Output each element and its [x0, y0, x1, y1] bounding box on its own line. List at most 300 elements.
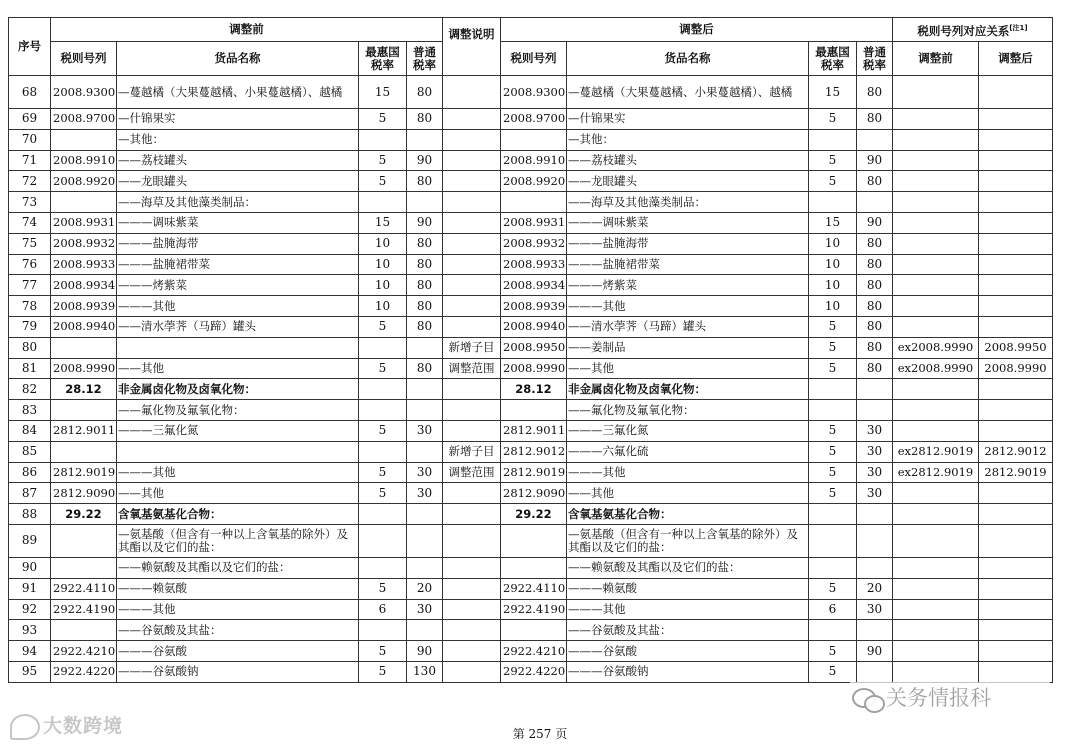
relation-before — [893, 524, 979, 557]
after-code: 2922.4210 — [501, 641, 567, 662]
after-code — [501, 400, 567, 421]
before-code: 2008.9940 — [51, 316, 117, 337]
after-code — [501, 524, 567, 557]
table-row — [9, 337, 1053, 358]
table-row — [9, 420, 1053, 441]
after-mfn-rate: 5 — [809, 462, 857, 483]
before-general-rate: 30 — [407, 420, 443, 441]
before-general-rate: 130 — [407, 661, 443, 682]
row-number: 85 — [9, 441, 51, 462]
relation-before: ex2812.9019 — [893, 441, 979, 462]
header-after-mfn: 最惠国税率 — [809, 42, 857, 76]
after-mfn-rate: 5 — [809, 483, 857, 504]
relation-after — [979, 296, 1053, 317]
table-row — [9, 316, 1053, 337]
before-mfn-rate — [359, 524, 407, 557]
header-rel-before: 调整前 — [893, 42, 979, 76]
before-name: ———烤紫菜 — [117, 275, 359, 296]
relation-after — [979, 620, 1053, 641]
after-mfn-rate — [809, 620, 857, 641]
before-name: ———三氟化氮 — [117, 420, 359, 441]
before-general-rate: 90 — [407, 150, 443, 171]
header-before-name: 货品名称 — [117, 42, 359, 76]
before-code — [51, 192, 117, 213]
after-general-rate: 90 — [857, 212, 893, 233]
adjustment-note — [443, 641, 501, 662]
relation-before — [893, 275, 979, 296]
after-mfn-rate — [809, 400, 857, 421]
before-mfn-rate: 5 — [359, 316, 407, 337]
relation-after: 2008.9990 — [979, 358, 1053, 379]
before-name: ——龙眼罐头 — [117, 171, 359, 192]
before-code: 2922.4220 — [51, 661, 117, 682]
after-code — [501, 557, 567, 578]
after-general-rate — [857, 400, 893, 421]
before-name: ——其他 — [117, 483, 359, 504]
table-row — [9, 620, 1053, 641]
before-general-rate — [407, 441, 443, 462]
before-code: 2008.9700 — [51, 109, 117, 130]
after-general-rate: 80 — [857, 337, 893, 358]
after-general-rate: 80 — [857, 358, 893, 379]
after-code: 2812.9090 — [501, 483, 567, 504]
adjustment-note — [443, 296, 501, 317]
before-name: ———盐腌海带 — [117, 233, 359, 254]
header-before-gen: 普通税率 — [407, 42, 443, 76]
after-name: —什锦果实 — [567, 109, 809, 130]
after-code: 2008.9990 — [501, 358, 567, 379]
wechat-icon — [850, 686, 886, 712]
after-general-rate — [857, 129, 893, 150]
watermark-left-text: 大数跨境 — [43, 715, 124, 737]
before-mfn-rate: 5 — [359, 109, 407, 130]
after-code: 2008.9939 — [501, 296, 567, 317]
before-general-rate: 80 — [407, 171, 443, 192]
header-after: 调整后 — [501, 18, 893, 42]
relation-before — [893, 171, 979, 192]
adjustment-note — [443, 661, 501, 682]
before-code: 2008.9300 — [51, 76, 117, 109]
relation-before — [893, 254, 979, 275]
relation-after — [979, 233, 1053, 254]
before-code: 2008.9931 — [51, 212, 117, 233]
row-number: 84 — [9, 420, 51, 441]
relation-after — [979, 254, 1053, 275]
before-general-rate — [407, 129, 443, 150]
table-row — [9, 379, 1053, 400]
before-mfn-rate: 10 — [359, 233, 407, 254]
table-row — [9, 358, 1053, 379]
adjustment-note — [443, 316, 501, 337]
relation-before — [893, 76, 979, 109]
relation-after — [979, 129, 1053, 150]
after-mfn-rate: 10 — [809, 275, 857, 296]
after-general-rate — [857, 192, 893, 213]
after-mfn-rate: 15 — [809, 212, 857, 233]
row-number: 73 — [9, 192, 51, 213]
before-mfn-rate: 5 — [359, 661, 407, 682]
after-code: 2008.9933 — [501, 254, 567, 275]
before-mfn-rate: 5 — [359, 483, 407, 504]
after-general-rate: 90 — [857, 641, 893, 662]
after-mfn-rate: 5 — [809, 171, 857, 192]
relation-before — [893, 400, 979, 421]
table-row — [9, 524, 1053, 557]
before-general-rate: 80 — [407, 76, 443, 109]
before-code — [51, 129, 117, 150]
relation-after — [979, 109, 1053, 130]
after-code: 2008.9940 — [501, 316, 567, 337]
relation-before — [893, 483, 979, 504]
relation-before — [893, 316, 979, 337]
after-name: ——清水荸荠（马蹄）罐头 — [567, 316, 809, 337]
after-mfn-rate — [809, 504, 857, 525]
before-general-rate: 90 — [407, 212, 443, 233]
after-name: ———其他 — [567, 296, 809, 317]
after-general-rate: 80 — [857, 233, 893, 254]
relation-before: ex2812.9019 — [893, 462, 979, 483]
adjustment-note — [443, 483, 501, 504]
before-general-rate: 80 — [407, 316, 443, 337]
before-code — [51, 337, 117, 358]
row-number: 68 — [9, 76, 51, 109]
before-mfn-rate — [359, 441, 407, 462]
table-row — [9, 661, 1053, 682]
row-number: 71 — [9, 150, 51, 171]
row-number: 76 — [9, 254, 51, 275]
watermark-right-text: 关务情报科 — [886, 686, 991, 710]
before-name: ———盐腌裙带菜 — [117, 254, 359, 275]
after-name: 含氧基氨基化合物： — [567, 504, 809, 525]
row-number: 94 — [9, 641, 51, 662]
adjustment-note — [443, 212, 501, 233]
after-mfn-rate: 10 — [809, 296, 857, 317]
after-mfn-rate — [809, 129, 857, 150]
before-code: 2008.9910 — [51, 150, 117, 171]
header-relation-footnote: [注1] — [1009, 23, 1028, 32]
before-mfn-rate: 6 — [359, 599, 407, 620]
adjustment-note: 调整范围 — [443, 462, 501, 483]
page-number: 第 257 页 — [512, 727, 568, 741]
relation-before — [893, 599, 979, 620]
header-note: 调整说明 — [443, 18, 501, 76]
after-name: ——其他 — [567, 358, 809, 379]
after-mfn-rate: 5 — [809, 358, 857, 379]
after-name: ———烤紫菜 — [567, 275, 809, 296]
adjustment-note — [443, 504, 501, 525]
adjustment-note — [443, 599, 501, 620]
before-general-rate — [407, 504, 443, 525]
header-seq: 序号 — [9, 18, 51, 76]
before-name: —蔓越橘（大果蔓越橘、小果蔓越橘）、越橘 — [117, 76, 359, 109]
after-general-rate — [857, 661, 893, 682]
before-general-rate: 80 — [407, 275, 443, 296]
before-code: 2812.9090 — [51, 483, 117, 504]
relation-after — [979, 171, 1053, 192]
before-general-rate: 80 — [407, 109, 443, 130]
row-number: 95 — [9, 661, 51, 682]
table-row — [9, 109, 1053, 130]
after-mfn-rate — [809, 379, 857, 400]
before-name: ———赖氨酸 — [117, 578, 359, 599]
table-row — [9, 150, 1053, 171]
before-name: ———调味紫菜 — [117, 212, 359, 233]
adjustment-note: 调整范围 — [443, 358, 501, 379]
after-general-rate: 20 — [857, 578, 893, 599]
adjustment-note — [443, 254, 501, 275]
after-name: ——谷氨酸及其盐： — [567, 620, 809, 641]
table-row — [9, 441, 1053, 462]
before-name: —什锦果实 — [117, 109, 359, 130]
after-general-rate — [857, 379, 893, 400]
before-mfn-rate: 5 — [359, 462, 407, 483]
before-general-rate — [407, 524, 443, 557]
adjustment-note — [443, 578, 501, 599]
header-after-name: 货品名称 — [567, 42, 809, 76]
after-name: ——荔枝罐头 — [567, 150, 809, 171]
after-name: ——姜制品 — [567, 337, 809, 358]
table-row — [9, 483, 1053, 504]
relation-after — [979, 76, 1053, 109]
relation-after — [979, 599, 1053, 620]
table-row — [9, 462, 1053, 483]
after-general-rate: 30 — [857, 441, 893, 462]
adjustment-note — [443, 192, 501, 213]
before-general-rate: 30 — [407, 483, 443, 504]
row-number: 82 — [9, 379, 51, 400]
after-name: ——龙眼罐头 — [567, 171, 809, 192]
after-code — [501, 620, 567, 641]
after-name: ——氟化物及氟氧化物： — [567, 400, 809, 421]
adjustment-note — [443, 109, 501, 130]
adjustment-note — [443, 129, 501, 150]
relation-before — [893, 129, 979, 150]
before-mfn-rate: 15 — [359, 76, 407, 109]
before-mfn-rate: 10 — [359, 275, 407, 296]
after-general-rate: 80 — [857, 316, 893, 337]
after-code — [501, 192, 567, 213]
before-name — [117, 337, 359, 358]
after-code: 28.12 — [501, 379, 567, 400]
row-number: 91 — [9, 578, 51, 599]
row-number: 90 — [9, 557, 51, 578]
before-mfn-rate — [359, 557, 407, 578]
before-general-rate — [407, 400, 443, 421]
after-general-rate — [857, 557, 893, 578]
before-name: ——赖氨酸及其酯以及它们的盐： — [117, 557, 359, 578]
header-before-mfn: 最惠国税率 — [359, 42, 407, 76]
relation-before — [893, 296, 979, 317]
before-name: ——清水荸荠（马蹄）罐头 — [117, 316, 359, 337]
relation-before — [893, 641, 979, 662]
relation-before — [893, 504, 979, 525]
relation-after — [979, 420, 1053, 441]
adjustment-note — [443, 400, 501, 421]
before-code: 2812.9011 — [51, 420, 117, 441]
after-code: 2008.9934 — [501, 275, 567, 296]
before-name: ——海草及其他藻类制品： — [117, 192, 359, 213]
before-name: ——谷氨酸及其盐： — [117, 620, 359, 641]
after-general-rate: 80 — [857, 76, 893, 109]
adjustment-note — [443, 233, 501, 254]
after-code: 2008.9932 — [501, 233, 567, 254]
before-code: 2008.9920 — [51, 171, 117, 192]
after-code: 29.22 — [501, 504, 567, 525]
header-after-gen: 普通税率 — [857, 42, 893, 76]
after-mfn-rate: 5 — [809, 150, 857, 171]
after-name: ——海草及其他藻类制品： — [567, 192, 809, 213]
after-name: ———谷氨酸钠 — [567, 661, 809, 682]
before-general-rate: 30 — [407, 462, 443, 483]
table-row — [9, 641, 1053, 662]
before-code: 2812.9019 — [51, 462, 117, 483]
after-code: 2812.9011 — [501, 420, 567, 441]
adjustment-note — [443, 379, 501, 400]
after-name: —蔓越橘（大果蔓越橘、小果蔓越橘）、越橘 — [567, 76, 809, 109]
after-name: —其他： — [567, 129, 809, 150]
before-code: 28.12 — [51, 379, 117, 400]
watermark-right — [850, 682, 1050, 718]
table-row — [9, 400, 1053, 421]
after-general-rate: 80 — [857, 296, 893, 317]
table-row — [9, 296, 1053, 317]
relation-after — [979, 275, 1053, 296]
relation-after: 2008.9950 — [979, 337, 1053, 358]
table-row — [9, 599, 1053, 620]
row-number: 88 — [9, 504, 51, 525]
adjustment-note — [443, 171, 501, 192]
after-name: —氨基酸（但含有一种以上含氧基的除外）及其酯以及它们的盐： — [567, 524, 809, 557]
before-general-rate: 80 — [407, 254, 443, 275]
after-general-rate: 80 — [857, 275, 893, 296]
header-rel-after: 调整后 — [979, 42, 1053, 76]
adjustment-note — [443, 275, 501, 296]
header-before-code: 税则号列 — [51, 42, 117, 76]
after-name: ———六氟化硫 — [567, 441, 809, 462]
after-name: ———盐腌海带 — [567, 233, 809, 254]
table-row — [9, 275, 1053, 296]
before-code: 2922.4190 — [51, 599, 117, 620]
row-number: 79 — [9, 316, 51, 337]
table-row — [9, 76, 1053, 109]
tariff-table — [8, 17, 1053, 683]
relation-before — [893, 233, 979, 254]
relation-after: 2812.9019 — [979, 462, 1053, 483]
after-code: 2922.4190 — [501, 599, 567, 620]
table-body — [9, 76, 1053, 683]
after-mfn-rate — [809, 192, 857, 213]
row-number: 74 — [9, 212, 51, 233]
after-name: ———三氟化氮 — [567, 420, 809, 441]
relation-before — [893, 192, 979, 213]
after-general-rate — [857, 524, 893, 557]
relation-before — [893, 379, 979, 400]
row-number: 75 — [9, 233, 51, 254]
row-number: 80 — [9, 337, 51, 358]
relation-after — [979, 379, 1053, 400]
after-name: ———其他 — [567, 599, 809, 620]
relation-after — [979, 504, 1053, 525]
row-number: 81 — [9, 358, 51, 379]
before-mfn-rate: 10 — [359, 296, 407, 317]
relation-before — [893, 578, 979, 599]
after-mfn-rate: 5 — [809, 641, 857, 662]
before-name: ——荔枝罐头 — [117, 150, 359, 171]
table-row — [9, 212, 1053, 233]
before-mfn-rate — [359, 400, 407, 421]
row-number: 87 — [9, 483, 51, 504]
before-code: 2008.9934 — [51, 275, 117, 296]
after-code: 2008.9920 — [501, 171, 567, 192]
relation-before — [893, 557, 979, 578]
before-general-rate — [407, 620, 443, 641]
relation-after — [979, 150, 1053, 171]
after-mfn-rate: 10 — [809, 254, 857, 275]
adjustment-note — [443, 524, 501, 557]
after-code: 2922.4220 — [501, 661, 567, 682]
after-name: ——其他 — [567, 483, 809, 504]
before-mfn-rate: 15 — [359, 212, 407, 233]
after-mfn-rate — [809, 524, 857, 557]
after-general-rate: 90 — [857, 150, 893, 171]
relation-after: 2812.9012 — [979, 441, 1053, 462]
before-code: 29.22 — [51, 504, 117, 525]
relation-after — [979, 524, 1053, 557]
before-mfn-rate: 5 — [359, 171, 407, 192]
before-mfn-rate — [359, 620, 407, 641]
adjustment-note — [443, 620, 501, 641]
before-code — [51, 620, 117, 641]
before-general-rate: 30 — [407, 599, 443, 620]
after-name: ———盐腌裙带菜 — [567, 254, 809, 275]
before-name: 含氧基氨基化合物： — [117, 504, 359, 525]
before-mfn-rate — [359, 504, 407, 525]
table-row — [9, 578, 1053, 599]
relation-before: ex2008.9990 — [893, 337, 979, 358]
before-general-rate — [407, 379, 443, 400]
after-mfn-rate: 5 — [809, 420, 857, 441]
table-row — [9, 254, 1053, 275]
before-mfn-rate — [359, 192, 407, 213]
relation-after — [979, 641, 1053, 662]
after-name: ———调味紫菜 — [567, 212, 809, 233]
before-mfn-rate — [359, 129, 407, 150]
before-general-rate: 90 — [407, 641, 443, 662]
after-code: 2008.9910 — [501, 150, 567, 171]
before-code: 2922.4110 — [51, 578, 117, 599]
before-general-rate: 80 — [407, 233, 443, 254]
before-mfn-rate — [359, 337, 407, 358]
before-mfn-rate: 5 — [359, 578, 407, 599]
relation-after — [979, 557, 1053, 578]
after-name: ———谷氨酸 — [567, 641, 809, 662]
header-before: 调整前 — [51, 18, 443, 42]
after-general-rate: 30 — [857, 599, 893, 620]
after-name: ———其他 — [567, 462, 809, 483]
before-name — [117, 441, 359, 462]
after-general-rate — [857, 504, 893, 525]
before-name: ———其他 — [117, 599, 359, 620]
before-name: ———谷氨酸 — [117, 641, 359, 662]
before-name: ——氟化物及氟氧化物： — [117, 400, 359, 421]
before-code: 2008.9933 — [51, 254, 117, 275]
after-code: 2008.9700 — [501, 109, 567, 130]
after-mfn-rate: 5 — [809, 578, 857, 599]
relation-before — [893, 212, 979, 233]
after-general-rate — [857, 620, 893, 641]
before-mfn-rate: 5 — [359, 420, 407, 441]
relation-before — [893, 109, 979, 130]
